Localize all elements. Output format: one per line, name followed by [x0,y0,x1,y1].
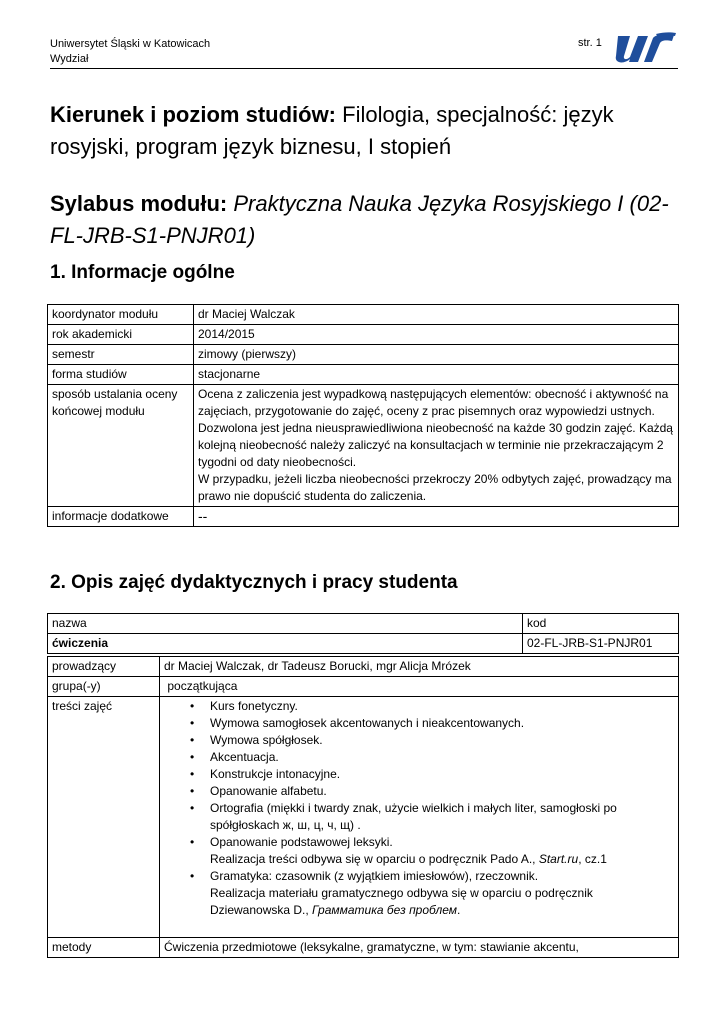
syllabus-title [50,188,670,252]
grammar-note-prefix: Realizacja materiału gramatycznego odbywa się w oparciu o podręcznik Dziewanowska D., [210,886,593,917]
list-item: • Ortografia (miękki i twardy znak, użycie wielkich i małych liter, samogłoski po spółgłoskach ж, ш, ц, ч, щ) . [164,800,674,834]
name-value: ćwiczenia [48,634,523,654]
content-value [160,697,679,938]
row-key: koordynator modułu [48,305,194,325]
section-1-heading: 1. Informacje ogólne [50,262,235,283]
row-value: stacjonarne [194,365,679,385]
header-left [50,37,210,67]
table-row [48,305,679,325]
header-rule [50,68,678,69]
syllabus-title-label: Sylabus modułu: [50,191,228,216]
list-item: • Akcentuacja. [164,749,674,766]
lexis-note-suffix: , cz.1 [578,852,607,866]
list-item: • Wymowa samogłosek akcentowanych i nieakcentowanych. [164,715,674,732]
program-title [50,99,670,163]
table-row [48,507,679,527]
general-info-table [47,304,679,527]
grading-paragraph: Ocena z zaliczenia jest wypadkową następujących elementów: obecność i aktywność na zajęciach, przygotowanie do zajęć, oceny z prac pisemnych oraz wypowiedzi ustnych. [198,387,669,418]
code-value: 02-FL-JRB-S1-PNJR01 [523,634,679,654]
list-item-text: • Gramatyka: czasownik (z wyjątkiem imiesłowów), rzeczownik. [210,869,539,883]
list-item-grammar [164,868,674,919]
table-row [48,614,679,634]
course-details-table [47,656,679,958]
grammar-note-book: Грамматика без проблем [312,903,458,917]
grading-value [194,385,679,507]
table-row [48,677,679,697]
table-row [48,657,679,677]
section-2-heading: 2. Opis zajęć dydaktycznych i pracy studenta [50,572,458,593]
grading-paragraph: Dozwolona jest jedna nieusprawiedliwiona nieobecność na każde 30 godzin zajęć. Każdą kolejną nieobecność należy zaliczyć na konsultacjach w terminie nie przekraczającym 2 tygodni od daty nieobecności. [198,421,673,469]
table-row [48,325,679,345]
code-label: kod [523,614,679,634]
row-value: 2014/2015 [194,325,679,345]
row-value: dr Maciej Walczak [194,305,679,325]
extra-info-key: informacje dodatkowe [48,507,194,527]
table-row [48,365,679,385]
university-logo [604,32,676,68]
list-item: • Wymowa spółgłosek. [164,732,674,749]
list-item: • Konstrukcje intonacyjne. [164,766,674,783]
list-item: • Kurs fonetyczny. [164,698,674,715]
grammar-note [210,885,674,919]
lexis-note [210,851,674,868]
table-row [48,385,679,507]
content-label: treści zajęć [48,697,160,938]
grading-key: sposób ustalania oceny końcowej modułu [48,385,194,507]
table-row [48,345,679,365]
extra-info-value: -- [194,507,679,527]
group-label: grupa(-y) [48,677,160,697]
row-value: zimowy (pierwszy) [194,345,679,365]
syllabus-title-value: Praktyczna Nauka Języka Rosyjskiego I (02-FL-JRB-S1-PNJR01) [50,191,669,248]
course-name-table [47,613,679,654]
lexis-note-book: Start.ru [538,852,579,866]
list-item-lexis [164,834,674,868]
methods-label: metody [48,938,160,958]
table-row [48,697,679,938]
name-label: nazwa [48,614,523,634]
group-value [160,677,679,697]
lecturers-label: prowadzący [48,657,160,677]
list-item: • Opanowanie alfabetu. [164,783,674,800]
content-list [164,698,674,919]
program-title-value: Filologia, specjalność: język rosyjski, program język biznesu, I stopień [50,102,614,159]
university-name: Uniwersytet Śląski w Katowicach [50,38,211,50]
program-title-label: Kierunek i poziom studiów: [50,102,337,127]
list-item-text: • Opanowanie podstawowej leksyki. [210,835,393,849]
lecturers-value: dr Maciej Walczak, dr Tadeusz Borucki, mgr Alicja Mrózek [160,657,679,677]
page-number: str. 1 [578,37,602,49]
row-key: forma studiów [48,365,194,385]
table-row [48,938,679,958]
group-value-text: początkująca [167,679,238,693]
grammar-note-end: . [457,903,461,917]
faculty-name: Wydział [50,53,89,65]
grading-paragraph: W przypadku, jeżeli liczba nieobecności przekroczy 20% odbytych zajęć, prowadzący ma prawo nie dopuścić studenta do zaliczenia. [198,472,672,503]
row-key: semestr [48,345,194,365]
lexis-note-prefix: Realizacja treści odbywa się w oparciu o podręcznik Pado A., [210,852,539,866]
methods-value: Ćwiczenia przedmiotowe (leksykalne, gramatyczne, w tym: stawianie akcentu, [160,938,679,958]
table-row [48,634,679,654]
row-key: rok akademicki [48,325,194,345]
